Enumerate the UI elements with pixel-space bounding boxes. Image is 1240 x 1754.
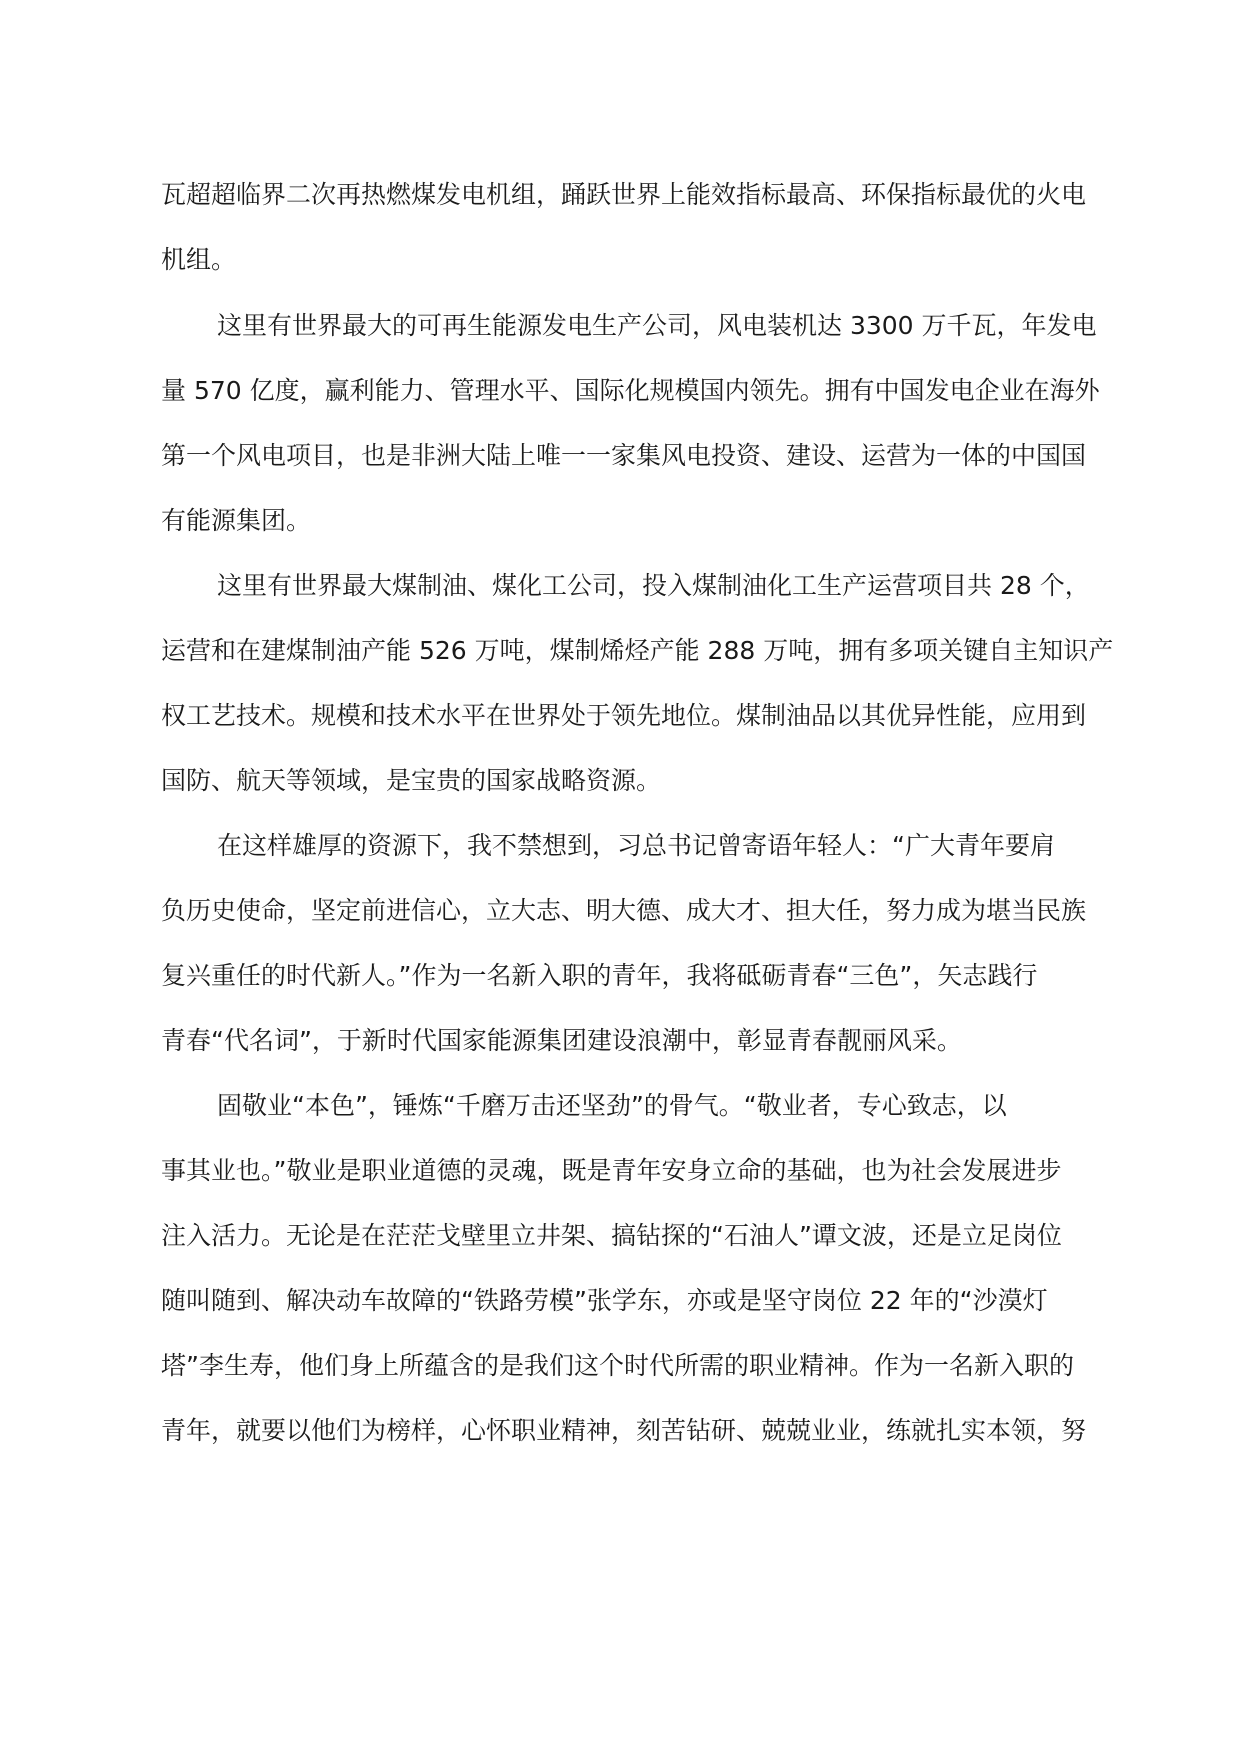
text-line: 事其业也。”敬业是职业道德的灵魂，既是青年安身立命的基础，也为社会发展进步 bbox=[161, 1156, 1062, 1185]
paragraph-start-line: 固敬业“本色”，锤炼“千磨万击还坚劲”的骨气。“敬业者，专心致志，以 bbox=[217, 1091, 1007, 1120]
text-line: 塔”李生寿，他们身上所蕴含的是我们这个时代所需的职业精神。作为一名新入职的 bbox=[161, 1351, 1074, 1380]
paragraph-start-line: 这里有世界最大煤制油、煤化工公司，投入煤制油化工生产运营项目共 28 个， bbox=[217, 571, 1090, 600]
text-line: 机组。 bbox=[161, 245, 237, 274]
text-line: 权工艺技术。规模和技术水平在世界处于领先地位。煤制油品以其优异性能，应用到 bbox=[161, 701, 1087, 730]
text-line: 负历史使命，坚定前进信心，立大志、明大德、成大才、担大任，努力成为堪当民族 bbox=[161, 896, 1087, 925]
paragraph-start-line: 在这样雄厚的资源下，我不禁想到，习总书记曾寄语年轻人：“广大青年要肩 bbox=[217, 831, 1055, 860]
text-line: 注入活力。无论是在茫茫戈壁里立井架、搞钻探的“石油人”谭文波，还是立足岗位 bbox=[161, 1221, 1062, 1250]
text-line: 量 570 亿度，赢利能力、管理水平、国际化规模国内领先。拥有中国发电企业在海外 bbox=[161, 376, 1100, 405]
text-line: 复兴重任的时代新人。”作为一名新入职的青年，我将砥砺青春“三色”，矢志践行 bbox=[161, 961, 1038, 990]
text-line: 瓦超超临界二次再热燃煤发电机组，踊跃世界上能效指标最高、环保指标最优的火电 bbox=[161, 180, 1087, 209]
text-line: 国防、航天等领域，是宝贵的国家战略资源。 bbox=[161, 766, 662, 795]
text-line: 有能源集团。 bbox=[161, 506, 312, 535]
text-line: 运营和在建煤制油产能 526 万吨，煤制烯烃产能 288 万吨，拥有多项关键自主知识产 bbox=[161, 636, 1114, 665]
text-line: 青年，就要以他们为榜样，心怀职业精神，刻苦钻研、兢兢业业，练就扎实本领，努 bbox=[161, 1416, 1087, 1445]
text-line: 随叫随到、解决动车故障的“铁路劳模”张学东，亦或是坚守岗位 22 年的“沙漠灯 bbox=[161, 1286, 1048, 1315]
text-line: 青春“代名词”，于新时代国家能源集团建设浪潮中，彰显青春靓丽风采。 bbox=[161, 1026, 962, 1055]
paragraph-start-line: 这里有世界最大的可再生能源发电生产公司，风电装机达 3300 万千瓦，年发电 bbox=[217, 311, 1097, 340]
text-line: 第一个风电项目，也是非洲大陆上唯一一家集风电投资、建设、运营为一体的中国国 bbox=[161, 441, 1087, 470]
